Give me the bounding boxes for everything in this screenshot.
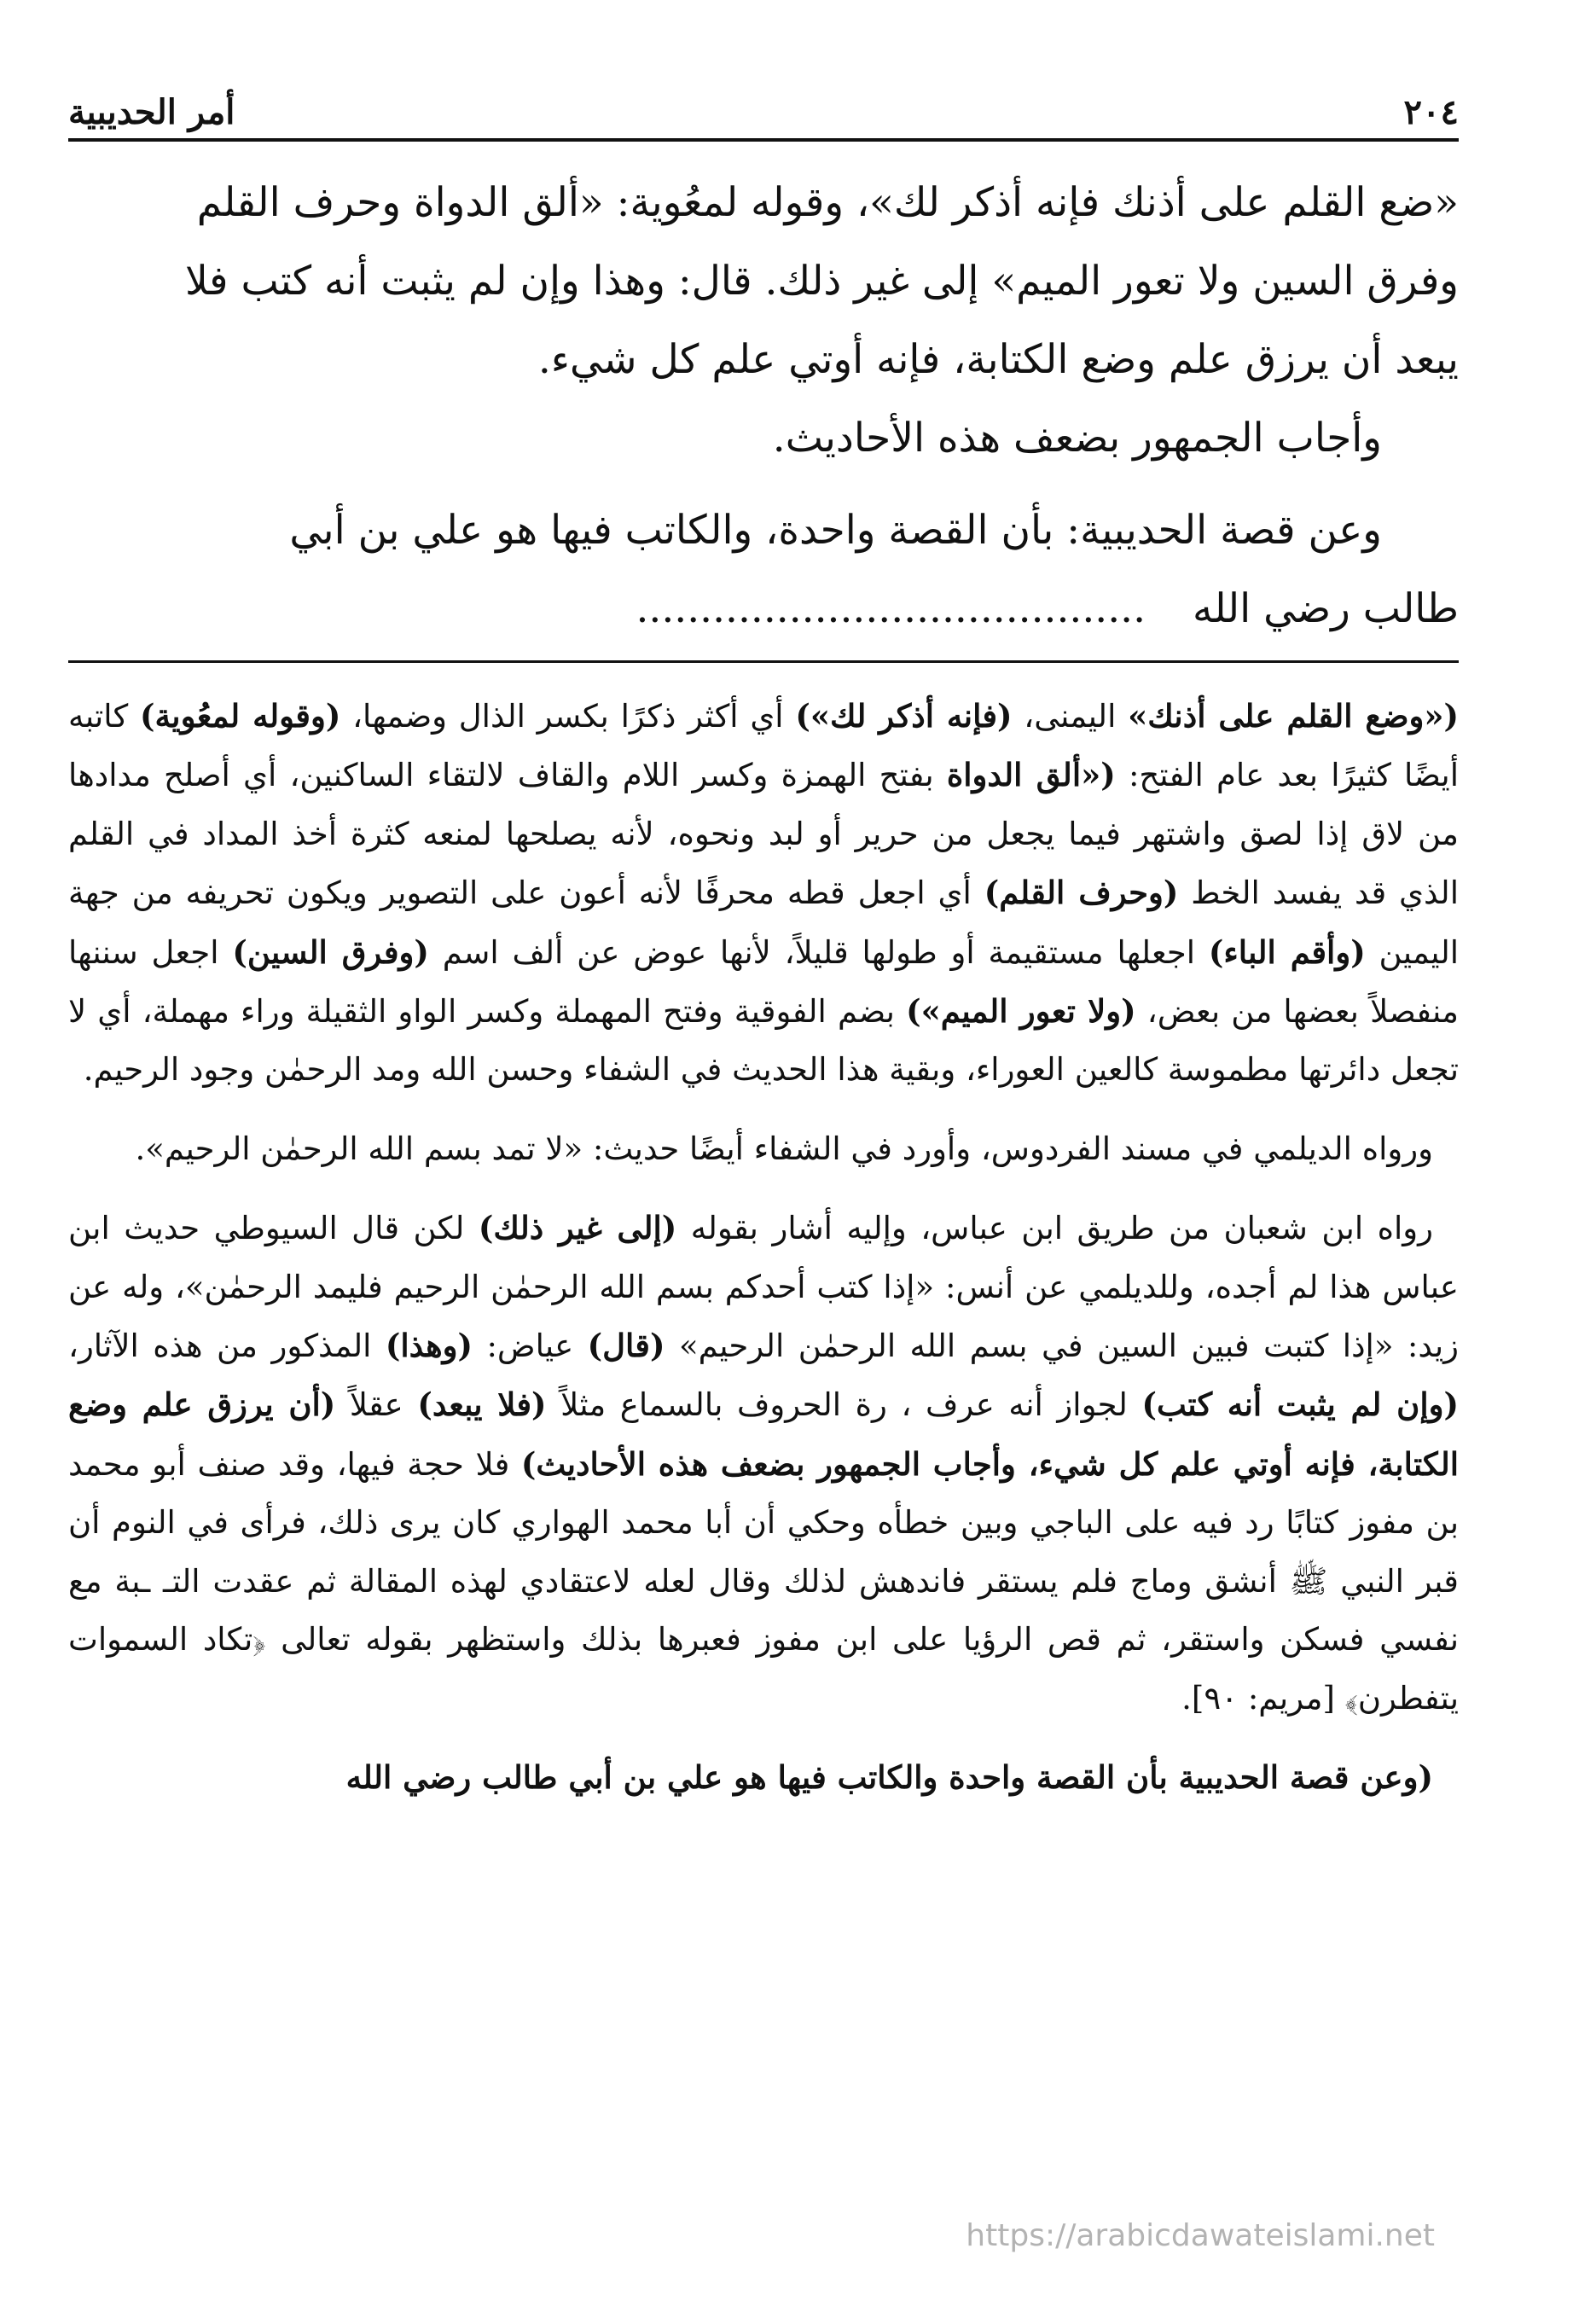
- commentary-paragraph: [68, 1199, 1459, 1728]
- quoted-phrase: (وقوله لمعُوية): [139, 697, 341, 735]
- quoted-phrase: (وأقم الباء): [1208, 933, 1366, 971]
- quoted-phrase: (أن يرزق علم وضع الكتابة، فإنه أوتي علم كل شيء، وأجاب الجمهور بضعف هذه الأحاديث): [68, 1386, 1459, 1483]
- commentary-span: عياض:: [472, 1328, 588, 1365]
- quoted-phrase: (ولا تعور الميم»): [906, 992, 1136, 1031]
- quoted-phrase: (وإن لم يثبت أنه كتب): [1141, 1386, 1459, 1424]
- quoted-phrase: («ألق الدواة: [946, 756, 1116, 794]
- main-text: [68, 164, 1459, 648]
- main-text-paragraph: [68, 399, 1459, 478]
- quoted-phrase: (وحرف القلم): [984, 874, 1179, 912]
- commentary-divider: [68, 660, 1459, 663]
- commentary-paragraph: [68, 687, 1459, 1100]
- main-text-line: وأجاب الجمهور بضعف هذه الأحاديث.: [772, 415, 1382, 462]
- commentary-span: لكن قال السيوطي حديث ابن عباس هذا لم أجده، وللديلمي عن أنس: «إذا كتب أحدكم بسم الله الرحمٰن الرحيم فليمد الرحمٰن»، وله عن زيد: «إذا كتبت فبين السين في بسم الله الرحمٰن الرحيم»: [68, 1210, 1459, 1365]
- quoted-phrase: (وفرق السين): [232, 933, 429, 971]
- commentary-span: أي اجعل قطه محرفًا لأنه أعون على التصوير ويكون تحريفه من جهة اليمين: [68, 874, 1459, 971]
- quoted-phrase: (إلى غير ذلك): [478, 1209, 677, 1247]
- commentary-span: رواه ابن شعبان من طريق ابن عباس، وإليه أشار بقوله: [676, 1210, 1433, 1247]
- main-text-paragraph: [68, 491, 1459, 648]
- commentary-span: بضم الفوقية وفتح المهملة وكسر الواو الثقيلة وراء مهملة، أي لا تجعل دائرتها مطموسة كالعين العوراء، وبقية هذا الحديث في الشفاء وحسن الله ومد الرحمٰن وجود الرحيم.: [68, 993, 1459, 1089]
- commentary-span: اجعل سننها منفصلاً بعضها من بعض،: [68, 933, 1459, 1031]
- quoted-phrase: (قال): [587, 1327, 665, 1365]
- page-number: ٢٠٤: [1403, 92, 1459, 132]
- commentary-span: عقلاً: [335, 1386, 418, 1424]
- page-header: [68, 77, 1459, 130]
- continuation-dots: ........................................: [636, 585, 1146, 632]
- commentary-span: فلا حجة فيها، وقد صنف أبو محمد بن مفوز كتابًا رد فيه على الباجي وبين خطأه وحكي أن أبا محمد الهواري كان يرى ذلك، فرأى في النوم أن قبر النبي ﷺ أنشق وماج فلم يستقر فاندهش لذلك وقال لعله لاعتقادي لهذه المقالة ثم عقدت التـ ـبة مع نفسي فسكن واستقر، ثم قص الرؤيا على ابن مفوز فعبرها بذلك واستظهر بقوله تعالى ﴿تكاد السموات يتفطرن﴾ [مريم: ٩٠].: [68, 1445, 1459, 1717]
- quoted-phrase: (وهذا): [385, 1327, 473, 1365]
- commentary-span: اجعلها مستقيمة أو طولها قليلاً، لأنها عوض عن ألف اسم: [428, 933, 1209, 971]
- book-page: [68, 77, 1459, 1807]
- main-text-line: «ضع القلم على أذنك فإنه أذكر لك»، وقوله لمعُوية: «ألق الدواة وحرف القلم: [196, 179, 1459, 226]
- header-rule: [68, 138, 1459, 142]
- main-text-line: يبعد أن يرزق علم وضع الكتابة، فإنه أوتي علم كل شيء.: [537, 336, 1459, 383]
- commentary-span: المذكور من هذه الآثار،: [68, 1328, 386, 1365]
- commentary-paragraph: [68, 1748, 1459, 1807]
- quoted-phrase: (فلا يبعد): [417, 1386, 547, 1424]
- commentary-paragraph: ورواه الديلمي في مسند الفردوس، وأورد في الشفاء أيضًا حديث: «لا تمد بسم الله الرحمٰن الرحيم».: [135, 1130, 1433, 1167]
- commentary-span: لجواز أنه عرف ، رة الحروف بالسماع مثلاً: [546, 1386, 1142, 1424]
- commentary-span: أي أكثر ذكرًا بكسر الذال وضمها،: [340, 698, 796, 735]
- quoted-phrase: (فإنه أذكر لك»): [795, 697, 1013, 735]
- commentary-text: [68, 687, 1459, 1807]
- commentary-span: اليمنى،: [1012, 698, 1129, 735]
- main-text-line: وعن قصة الحديبية: بأن القصة واحدة، والكاتب فيها هو علي بن أبي: [289, 507, 1382, 554]
- main-text-line: وفرق السين ولا تعور الميم» إلى غير ذلك. قال: وهذا وإن لم يثبت أنه كتب فلا: [185, 258, 1459, 305]
- quoted-phrase: (وعن قصة الحديبية بأن القصة واحدة والكاتب فيها هو علي بن أبي طالب رضي الله: [345, 1758, 1433, 1796]
- commentary-span: كاتبه أيضًا كثيرًا بعد عام الفتح:: [68, 698, 1459, 794]
- commentary-span: بفتح الهمزة وكسر اللام والقاف لالتقاء الساكنين، أي أصلح مدادها من لاق إذا لصق واشتهر فيما يجعل من حرير أو لبد ونحوه، لأنه يصلحها لمنعه كثرة أخذ المداد في القلم الذي قد يفسد الخط: [68, 757, 1459, 912]
- quoted-phrase: («وضع القلم على أذنك»: [1128, 697, 1459, 735]
- chapter-title: أمر الحديبية: [68, 92, 235, 132]
- main-text-line: طالب رضي الله: [1193, 585, 1459, 632]
- source-watermark: https://arabicdawateislami.net: [966, 2218, 1435, 2253]
- main-text-paragraph: [68, 164, 1459, 399]
